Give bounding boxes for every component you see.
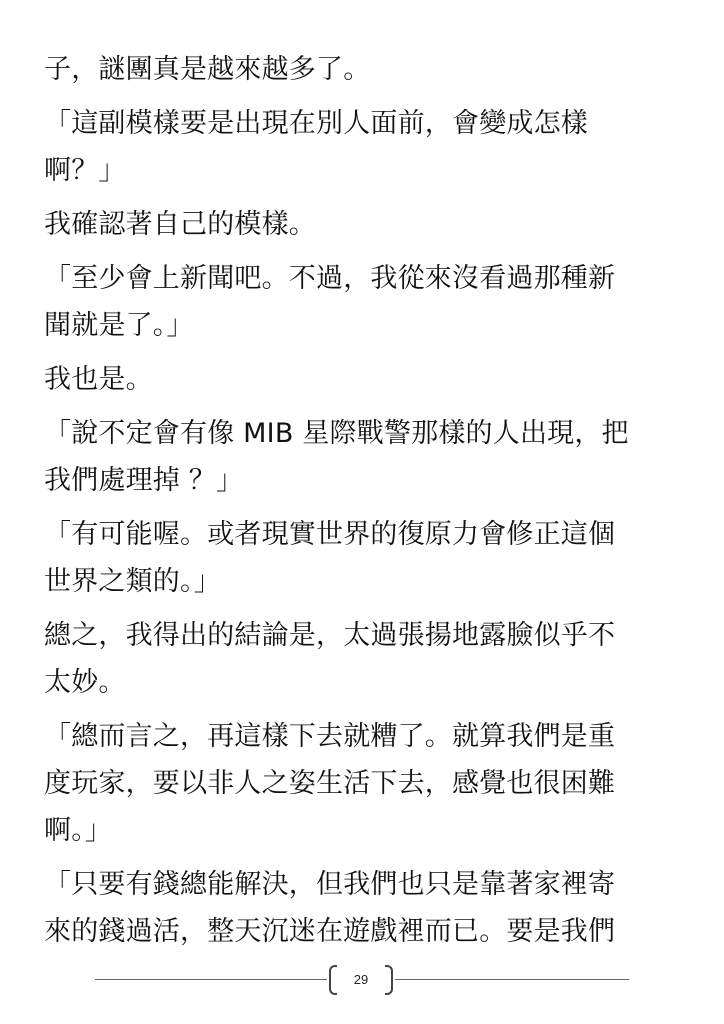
body-text [44, 46, 684, 955]
footer-rule-right [395, 979, 629, 980]
page-footer [95, 962, 629, 998]
text-line: 啊。」 [44, 815, 113, 846]
page-number-left-bracket [329, 965, 337, 995]
text-line: 我們處理掉 ？」 [44, 465, 244, 496]
text-line: 「總而言之，再這樣下去就糟了。就算我們是重 [44, 721, 616, 752]
text-line: 度玩家，要以非人之姿生活下去，感覺也很困難 [44, 768, 616, 799]
text-line: 聞就是了。」 [44, 310, 194, 341]
text-line: 來的錢過活，整天沉迷在遊戲裡而已。要是我們 [44, 916, 616, 947]
text-line: 啊？」 [44, 155, 126, 186]
text-line: 我也是。 [44, 364, 153, 395]
text-line: 我確認著自己的模樣。 [44, 209, 316, 240]
text-line: 「有可能喔。或者現實世界的復原力會修正這個 [44, 519, 616, 550]
text-line: 「說不定會有像 MIB 星際戰警那樣的人出現，把 [44, 418, 629, 449]
footer-rule-left [95, 979, 327, 980]
text-line: 「這副模樣要是出現在別人面前，會變成怎樣 [44, 108, 588, 139]
text-line: 太妙。 [44, 667, 126, 698]
page-number: 29 [353, 972, 369, 987]
page-number-right-bracket [385, 965, 393, 995]
text-line: 總之，我得出的結論是，太過張揚地露臉似乎不 [44, 620, 616, 651]
text-line: 子，謎團真是越來越多了。 [44, 54, 371, 85]
text-line: 「只要有錢總能解決，但我們也只是靠著家裡寄 [44, 869, 616, 900]
text-line: 「至少會上新聞吧。不過，我從來沒看過那種新 [44, 263, 616, 294]
text-line: 世界之類的。」 [44, 566, 221, 597]
